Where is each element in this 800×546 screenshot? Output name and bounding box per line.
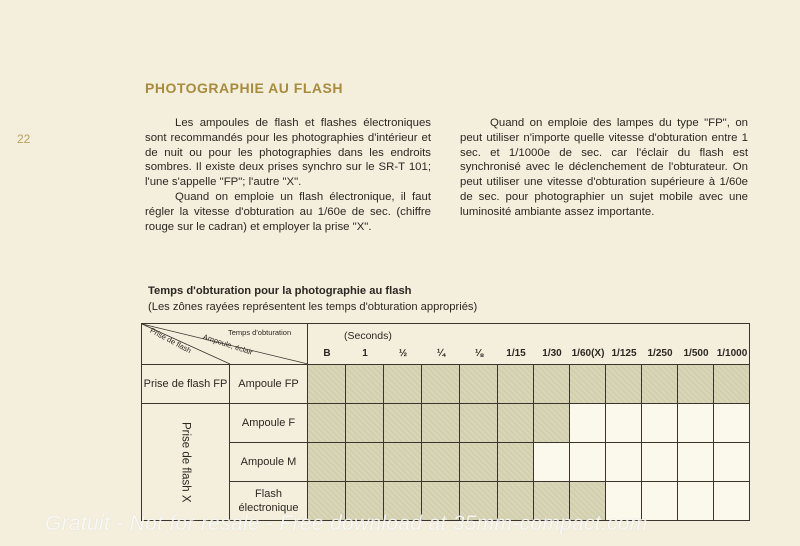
shaded-cell <box>422 365 460 404</box>
shaded-cell <box>346 365 384 404</box>
shaded-cell <box>346 443 384 482</box>
shaded-cell <box>498 404 534 443</box>
shaded-cell <box>384 443 422 482</box>
empty-cell <box>714 404 750 443</box>
corner-cell <box>142 324 308 365</box>
empty-cell <box>570 443 606 482</box>
table-title: Temps d'obturation pour la photographie au flash <box>148 285 412 297</box>
table-heading <box>148 283 477 315</box>
bulb-type-label: Ampoule M <box>230 443 308 482</box>
bulb-type-label: Ampoule FP <box>230 365 308 404</box>
shaded-cell <box>460 404 498 443</box>
speed-label: ½ <box>398 348 408 359</box>
speed-label: 1/500 <box>683 348 709 359</box>
shaded-cell <box>384 365 422 404</box>
table-row <box>142 443 750 482</box>
speed-label: 1/15 <box>506 348 526 359</box>
shaded-cell <box>460 443 498 482</box>
shaded-cell <box>384 404 422 443</box>
shaded-cell <box>308 443 346 482</box>
bulb-type-label: Flash électronique <box>230 482 308 521</box>
speed-label: ⅛ <box>474 348 484 359</box>
speed-label: 1/60(X) <box>571 348 605 359</box>
flash-sync-table <box>141 323 750 521</box>
shaded-cell <box>422 443 460 482</box>
empty-cell <box>714 482 750 521</box>
corner-label-shutter: Temps d'obturation <box>228 328 292 337</box>
shaded-cell <box>460 365 498 404</box>
shaded-cell <box>714 365 750 404</box>
shaded-cell <box>678 365 714 404</box>
left-paragraph-2: Quand on emploie un flash électronique, il faut régler la vitesse d'obturation au 1/60e de sec. (chiffre rouge sur le cadran) et employer la prise "X". <box>145 190 431 233</box>
speed-label: 1/125 <box>611 348 637 359</box>
shaded-cell <box>534 365 570 404</box>
shaded-cell <box>606 365 642 404</box>
shaded-cell <box>422 404 460 443</box>
table-row <box>142 404 750 443</box>
right-paragraph-1: Quand on emploie des lampes du type "FP", on peut utiliser n'importe quelle vitesse d'obturation entre 1 sec. et 1/1000e de sec. car l'éclair du flash est synchronisé avec le déclenchement de l'obturateur. On peut utiliser une vitesse d'obturation supérieure à 1/60e de sec. pour photographier un sujet mobile avec une luminosité ambiante assez importante. <box>460 117 748 218</box>
empty-cell <box>606 404 642 443</box>
speed-label: 1/30 <box>542 348 562 359</box>
page-title: PHOTOGRAPHIE AU FLASH <box>145 80 343 96</box>
shaded-cell <box>534 404 570 443</box>
shaded-cell <box>498 365 534 404</box>
socket-x-cell <box>142 404 230 521</box>
corner-label-bulb: Ampoule, éclair <box>201 332 254 357</box>
empty-cell <box>606 443 642 482</box>
empty-cell <box>642 443 678 482</box>
bulb-type-label: Ampoule F <box>230 404 308 443</box>
speed-label: ¼ <box>436 348 446 359</box>
empty-cell <box>570 404 606 443</box>
table-row <box>142 365 750 404</box>
empty-cell <box>714 443 750 482</box>
shaded-cell <box>308 365 346 404</box>
left-paragraph-1: Les ampoules de flash et flashes électroniques sont recommandés pour les photographies d'intérieur et de nuit ou pour les photographies dans les endroits sombres. Il existe deux prises synchro sur le SR-T 101; l'une s'appelle "FP"; l'autre "X". <box>145 117 431 189</box>
page-number: 22 <box>17 132 31 146</box>
watermark: Gratuit - Not for resale - Free download at 35mm-compact.com <box>45 512 648 535</box>
speeds-header <box>308 324 750 365</box>
seconds-label: (Seconds) <box>344 330 392 342</box>
shaded-cell <box>642 365 678 404</box>
socket-fp-label: Prise de flash FP <box>142 365 230 404</box>
left-column <box>145 116 431 234</box>
empty-cell <box>642 404 678 443</box>
empty-cell <box>678 443 714 482</box>
empty-cell <box>678 482 714 521</box>
socket-x-label: Prise de flash X <box>179 421 192 503</box>
corner-label-socket: Prise de flash <box>148 325 193 356</box>
right-column <box>460 116 748 220</box>
shaded-cell <box>308 404 346 443</box>
shaded-cell <box>498 443 534 482</box>
shaded-cell <box>346 404 384 443</box>
speed-label: B <box>323 348 331 359</box>
speed-label: 1/1000 <box>716 348 748 359</box>
header-row <box>142 324 750 365</box>
speed-label: 1/250 <box>647 348 673 359</box>
empty-cell <box>678 404 714 443</box>
table-subtitle: (Les zônes rayées représentent les temps d'obturation appropriés) <box>148 301 478 313</box>
speed-label: 1 <box>362 348 368 359</box>
shaded-cell <box>570 365 606 404</box>
empty-cell <box>534 443 570 482</box>
